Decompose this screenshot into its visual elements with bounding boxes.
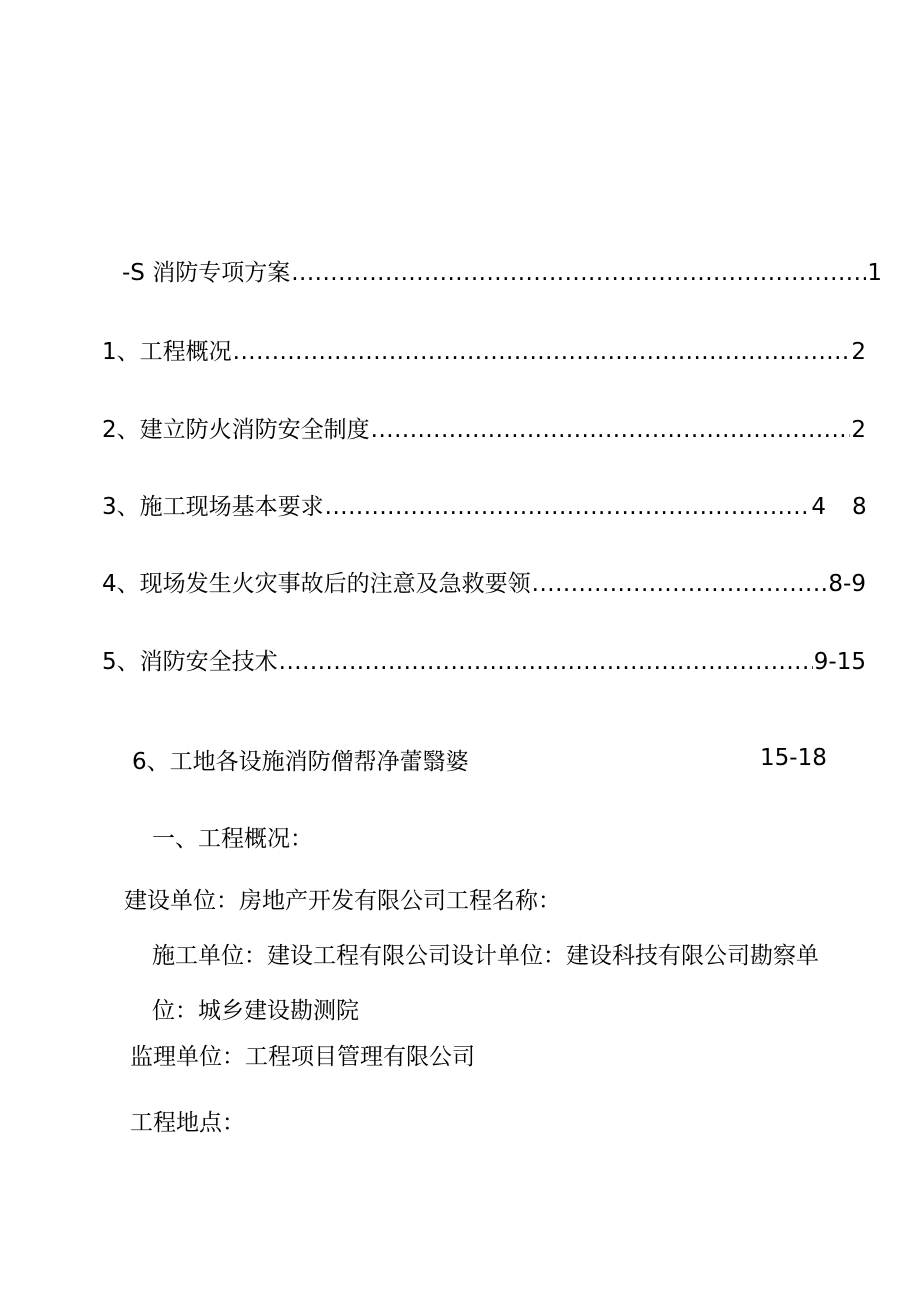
toc-entry-title: 5、消防安全技术	[102, 649, 278, 675]
toc-entry[interactable]	[102, 415, 866, 445]
toc-entry-page: 8-9	[828, 571, 866, 597]
toc-entry[interactable]	[102, 569, 866, 599]
toc-dot-leader	[291, 258, 866, 288]
section-heading: 一、工程概况：	[152, 826, 313, 852]
toc-dot-leader	[325, 492, 811, 522]
toc-dot-leader	[371, 415, 851, 445]
toc-entry[interactable]	[102, 492, 826, 522]
toc-entry[interactable]	[102, 647, 866, 677]
toc-entry-page-extra: 8	[852, 494, 867, 520]
body-line: 施工单位：建设工程有限公司设计单位：建设科技有限公司勘察单	[152, 943, 819, 969]
toc-entry-title[interactable]: 6、工地各设施消防僧帮净蕾翳婆	[132, 749, 469, 775]
toc-entry-page: 2	[851, 417, 866, 443]
toc-entry-title: 3、施工现场基本要求	[102, 494, 324, 520]
toc-entry-title: 2、建立防火消防安全制度	[102, 417, 370, 443]
toc-entry-title: 1、工程概况	[102, 339, 232, 365]
toc-entry[interactable]	[122, 258, 882, 288]
toc-entry-page: 4	[811, 494, 826, 520]
toc-dot-leader	[233, 337, 851, 367]
toc-dot-leader	[279, 647, 813, 677]
toc-entry-title: 4、现场发生火灾事故后的注意及急救要领	[102, 571, 531, 597]
toc-entry-page: 9-15	[813, 649, 866, 675]
body-line: 工程地点：	[130, 1110, 245, 1136]
body-line: 位：城乡建设勘测院	[152, 998, 359, 1024]
body-line: 监理单位：工程项目管理有限公司	[130, 1044, 475, 1070]
body-line: 建设单位：房地产开发有限公司工程名称：	[124, 888, 561, 914]
toc-entry-page: 2	[851, 339, 866, 365]
toc-entry-page: 1	[867, 260, 882, 286]
toc-entry[interactable]	[102, 337, 866, 367]
toc-dot-leader	[532, 569, 828, 599]
toc-entry-page: 15-18	[760, 745, 827, 771]
toc-entry-title: -S 消防专项方案	[122, 260, 291, 286]
